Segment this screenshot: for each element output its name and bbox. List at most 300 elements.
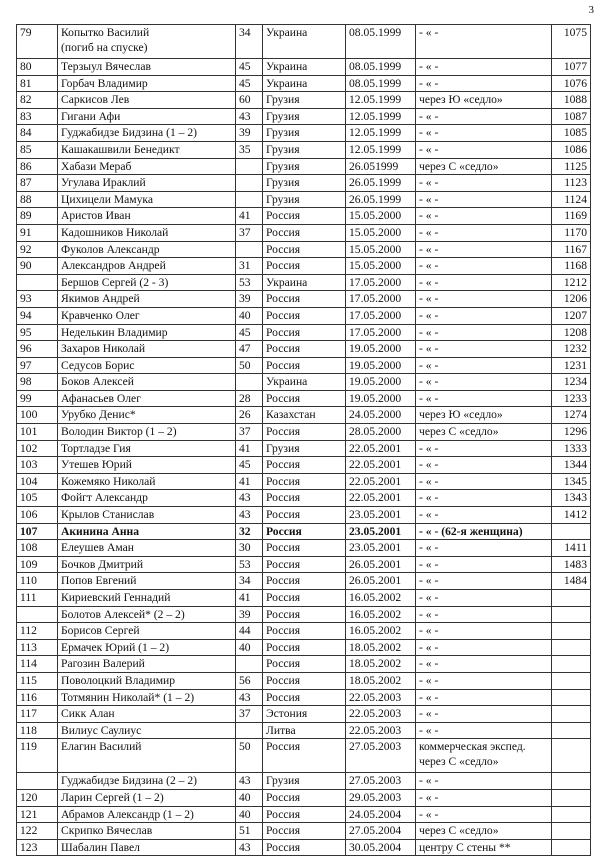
- country-cell: Россия: [263, 540, 346, 557]
- ascent-number-cell: [552, 823, 591, 840]
- row-number-cell: 115: [17, 672, 58, 689]
- table-row: [17, 59, 591, 76]
- row-number-cell: 107: [17, 523, 58, 540]
- country-cell: Грузия: [263, 141, 346, 158]
- route-cell: - « -: [416, 25, 552, 59]
- route-cell: - « -: [416, 59, 552, 76]
- age-cell: 60: [236, 92, 263, 109]
- country-cell: Россия: [263, 689, 346, 706]
- country-cell: Казахстан: [263, 407, 346, 424]
- country-cell: Россия: [263, 390, 346, 407]
- ascent-number-cell: [552, 806, 591, 823]
- name-cell: Горбач Владимир: [58, 75, 236, 92]
- row-number-cell: 114: [17, 656, 58, 673]
- ascent-number-cell: [552, 739, 591, 773]
- ascent-number-cell: 1233: [552, 390, 591, 407]
- page-number: 3: [588, 4, 594, 16]
- date-cell: 26.051999: [346, 158, 416, 175]
- date-cell: 08.05.1999: [346, 25, 416, 59]
- row-number-cell: 92: [17, 241, 58, 258]
- route-cell: - « -: [416, 507, 552, 524]
- ascent-number-cell: [552, 706, 591, 723]
- name-cell: Афанасьев Олег: [58, 390, 236, 407]
- country-cell: Россия: [263, 823, 346, 840]
- table-row: [17, 75, 591, 92]
- date-cell: 17.05.2000: [346, 274, 416, 291]
- country-cell: Украина: [263, 75, 346, 92]
- age-cell: 37: [236, 424, 263, 441]
- route-cell: - « -: [416, 224, 552, 241]
- table-row: [17, 706, 591, 723]
- ascent-number-cell: 1343: [552, 490, 591, 507]
- name-cell: Вилиус Саулиус: [58, 722, 236, 739]
- age-cell: 47: [236, 341, 263, 358]
- row-number-cell: 84: [17, 125, 58, 142]
- ascent-number-cell: 1168: [552, 258, 591, 275]
- ascent-number-cell: [552, 839, 591, 856]
- country-cell: Россия: [263, 656, 346, 673]
- name-cell: Поволоцкий Владимир: [58, 672, 236, 689]
- country-cell: Россия: [263, 424, 346, 441]
- date-cell: 12.05.1999: [346, 125, 416, 142]
- row-number-cell: 83: [17, 108, 58, 125]
- name-cell: Попов Евгений: [58, 573, 236, 590]
- country-cell: Литва: [263, 722, 346, 739]
- ascent-number-cell: 1123: [552, 175, 591, 192]
- age-cell: 43: [236, 490, 263, 507]
- route-cell: - « -: [416, 540, 552, 557]
- row-number-cell: 116: [17, 689, 58, 706]
- name-cell: Седусов Борис: [58, 357, 236, 374]
- country-cell: Россия: [263, 639, 346, 656]
- country-cell: Грузия: [263, 440, 346, 457]
- date-cell: 22.05.2003: [346, 689, 416, 706]
- ascent-number-cell: 1077: [552, 59, 591, 76]
- route-cell: - « - (62-я женщина): [416, 523, 552, 540]
- table-row: [17, 789, 591, 806]
- age-cell: 43: [236, 108, 263, 125]
- name-cell: Акинина Анна: [58, 523, 236, 540]
- date-cell: 08.05.1999: [346, 75, 416, 92]
- row-number-cell: 91: [17, 224, 58, 241]
- ascent-number-cell: 1086: [552, 141, 591, 158]
- route-cell: - « -: [416, 141, 552, 158]
- table-row: [17, 357, 591, 374]
- name-cell: Утешев Юрий: [58, 457, 236, 474]
- name-cell: Якимов Андрей: [58, 291, 236, 308]
- age-cell: 37: [236, 224, 263, 241]
- ascent-number-cell: [552, 789, 591, 806]
- row-number-cell: 110: [17, 573, 58, 590]
- ascent-number-cell: 1212: [552, 274, 591, 291]
- table-row: [17, 556, 591, 573]
- ascent-number-cell: 1345: [552, 473, 591, 490]
- climbers-table: [16, 24, 591, 856]
- name-cell: Ермачек Юрий (1 – 2): [58, 639, 236, 656]
- country-cell: Россия: [263, 291, 346, 308]
- country-cell: Россия: [263, 839, 346, 856]
- route-cell: - « -: [416, 573, 552, 590]
- table-row: [17, 407, 591, 424]
- route-cell: - « -: [416, 706, 552, 723]
- age-cell: 39: [236, 125, 263, 142]
- country-cell: Россия: [263, 208, 346, 225]
- name-cell: Абрамов Александр (1 – 2): [58, 806, 236, 823]
- ascent-number-cell: [552, 656, 591, 673]
- table-row: [17, 722, 591, 739]
- table-row: [17, 823, 591, 840]
- date-cell: 23.05.2001: [346, 540, 416, 557]
- table-row: [17, 473, 591, 490]
- ascent-number-cell: 1088: [552, 92, 591, 109]
- date-cell: 24.05.2000: [346, 407, 416, 424]
- date-cell: 29.05.2003: [346, 789, 416, 806]
- country-cell: Россия: [263, 590, 346, 607]
- table-row: [17, 191, 591, 208]
- row-number-cell: 108: [17, 540, 58, 557]
- name-cell: Боков Алексей: [58, 374, 236, 391]
- ascent-number-cell: [552, 523, 591, 540]
- name-cell: Урубко Денис*: [58, 407, 236, 424]
- date-cell: 18.05.2002: [346, 656, 416, 673]
- table-row: [17, 606, 591, 623]
- table-row: [17, 523, 591, 540]
- row-number-cell: 87: [17, 175, 58, 192]
- table-row: [17, 307, 591, 324]
- row-number-cell: 86: [17, 158, 58, 175]
- route-cell: - « -: [416, 473, 552, 490]
- table-row: [17, 639, 591, 656]
- route-cell: через С «седло»: [416, 823, 552, 840]
- ascent-number-cell: 1231: [552, 357, 591, 374]
- route-cell: - « -: [416, 789, 552, 806]
- ascent-number-cell: 1085: [552, 125, 591, 142]
- age-cell: [236, 175, 263, 192]
- date-cell: 23.05.2001: [346, 523, 416, 540]
- ascent-number-cell: 1333: [552, 440, 591, 457]
- ascent-number-cell: 1344: [552, 457, 591, 474]
- route-cell: - « -: [416, 806, 552, 823]
- route-cell: - « -: [416, 357, 552, 374]
- route-cell: - « -: [416, 556, 552, 573]
- age-cell: 31: [236, 258, 263, 275]
- age-cell: 53: [236, 274, 263, 291]
- table-row: [17, 158, 591, 175]
- table-row: [17, 540, 591, 557]
- age-cell: 43: [236, 839, 263, 856]
- route-cell: через Ю «седло»: [416, 92, 552, 109]
- age-cell: 44: [236, 623, 263, 640]
- date-cell: 16.05.2002: [346, 623, 416, 640]
- date-cell: 27.05.2003: [346, 739, 416, 773]
- ascent-number-cell: 1076: [552, 75, 591, 92]
- row-number-cell: [17, 274, 58, 291]
- country-cell: Украина: [263, 59, 346, 76]
- date-cell: 12.05.1999: [346, 141, 416, 158]
- name-cell: Елеушев Аман: [58, 540, 236, 557]
- age-cell: 53: [236, 556, 263, 573]
- date-cell: 08.05.1999: [346, 59, 416, 76]
- table-row: [17, 672, 591, 689]
- country-cell: Россия: [263, 473, 346, 490]
- date-cell: 30.05.2004: [346, 839, 416, 856]
- row-number-cell: 98: [17, 374, 58, 391]
- route-cell: - « -: [416, 440, 552, 457]
- country-cell: Россия: [263, 457, 346, 474]
- row-number-cell: [17, 606, 58, 623]
- date-cell: 22.05.2001: [346, 490, 416, 507]
- row-number-cell: 100: [17, 407, 58, 424]
- row-number-cell: 123: [17, 839, 58, 856]
- table-row: [17, 390, 591, 407]
- date-cell: 26.05.1999: [346, 191, 416, 208]
- ascent-number-cell: 1169: [552, 208, 591, 225]
- age-cell: [236, 722, 263, 739]
- country-cell: Грузия: [263, 92, 346, 109]
- ascent-number-cell: 1087: [552, 108, 591, 125]
- route-cell: - « -: [416, 125, 552, 142]
- ascent-number-cell: 1483: [552, 556, 591, 573]
- name-cell: Кравченко Олег: [58, 307, 236, 324]
- date-cell: 17.05.2000: [346, 307, 416, 324]
- age-cell: 32: [236, 523, 263, 540]
- route-cell: через С «седло»: [416, 424, 552, 441]
- date-cell: 27.05.2004: [346, 823, 416, 840]
- table-row: [17, 656, 591, 673]
- table-row: [17, 241, 591, 258]
- date-cell: 22.05.2001: [346, 473, 416, 490]
- date-cell: 15.05.2000: [346, 208, 416, 225]
- row-number-cell: 121: [17, 806, 58, 823]
- country-cell: Россия: [263, 324, 346, 341]
- name-cell: Володин Виктор (1 – 2): [58, 424, 236, 441]
- age-cell: 43: [236, 689, 263, 706]
- table-row: [17, 92, 591, 109]
- name-cell: Тортладзе Гия: [58, 440, 236, 457]
- name-cell: Гигани Афи: [58, 108, 236, 125]
- country-cell: Грузия: [263, 125, 346, 142]
- country-cell: Грузия: [263, 158, 346, 175]
- date-cell: 22.05.2001: [346, 457, 416, 474]
- ascent-number-cell: [552, 623, 591, 640]
- country-cell: Грузия: [263, 108, 346, 125]
- name-cell: Елагин Василий: [58, 739, 236, 773]
- age-cell: 40: [236, 307, 263, 324]
- table-row: [17, 108, 591, 125]
- row-number-cell: 80: [17, 59, 58, 76]
- row-number-cell: 106: [17, 507, 58, 524]
- date-cell: 18.05.2002: [346, 639, 416, 656]
- name-cell: Фойгт Александр: [58, 490, 236, 507]
- table-row: [17, 507, 591, 524]
- row-number-cell: 113: [17, 639, 58, 656]
- date-cell: 19.05.2000: [346, 341, 416, 358]
- date-cell: 26.05.2001: [346, 556, 416, 573]
- table-row: [17, 291, 591, 308]
- age-cell: 50: [236, 739, 263, 773]
- date-cell: 18.05.2002: [346, 672, 416, 689]
- country-cell: Грузия: [263, 191, 346, 208]
- age-cell: 26: [236, 407, 263, 424]
- row-number-cell: 81: [17, 75, 58, 92]
- age-cell: 40: [236, 789, 263, 806]
- table-row: [17, 274, 591, 291]
- ascent-number-cell: 1232: [552, 341, 591, 358]
- ascent-number-cell: 1207: [552, 307, 591, 324]
- date-cell: 22.05.2001: [346, 440, 416, 457]
- row-number-cell: 119: [17, 739, 58, 773]
- age-cell: 40: [236, 806, 263, 823]
- name-cell: Кожемяко Николай: [58, 473, 236, 490]
- date-cell: 12.05.1999: [346, 92, 416, 109]
- age-cell: 35: [236, 141, 263, 158]
- ascent-number-cell: [552, 590, 591, 607]
- country-cell: Россия: [263, 789, 346, 806]
- table-row: [17, 623, 591, 640]
- name-cell: Цихицели Мамука: [58, 191, 236, 208]
- name-cell: Сикк Алан: [58, 706, 236, 723]
- table-row: [17, 590, 591, 607]
- ascent-number-cell: 1167: [552, 241, 591, 258]
- table-row: [17, 341, 591, 358]
- route-cell: - « -: [416, 623, 552, 640]
- age-cell: 41: [236, 208, 263, 225]
- row-number-cell: 101: [17, 424, 58, 441]
- age-cell: 50: [236, 357, 263, 374]
- name-cell: Кириевский Геннадий: [58, 590, 236, 607]
- ascent-number-cell: 1170: [552, 224, 591, 241]
- age-cell: 56: [236, 672, 263, 689]
- table-row: [17, 440, 591, 457]
- row-number-cell: 118: [17, 722, 58, 739]
- table-row: [17, 457, 591, 474]
- row-number-cell: 117: [17, 706, 58, 723]
- row-number-cell: 111: [17, 590, 58, 607]
- row-number-cell: 96: [17, 341, 58, 358]
- ascent-number-cell: 1412: [552, 507, 591, 524]
- row-number-cell: 82: [17, 92, 58, 109]
- name-cell: Ларин Сергей (1 – 2): [58, 789, 236, 806]
- country-cell: Украина: [263, 274, 346, 291]
- age-cell: 45: [236, 59, 263, 76]
- date-cell: 19.05.2000: [346, 374, 416, 391]
- row-number-cell: 99: [17, 390, 58, 407]
- name-cell: Фуколов Александр: [58, 241, 236, 258]
- name-cell: Кадошников Николай: [58, 224, 236, 241]
- table-row: [17, 25, 591, 59]
- country-cell: Россия: [263, 739, 346, 773]
- row-number-cell: 109: [17, 556, 58, 573]
- route-cell: - « -: [416, 490, 552, 507]
- ascent-number-cell: 1411: [552, 540, 591, 557]
- country-cell: Россия: [263, 556, 346, 573]
- route-cell: - « -: [416, 374, 552, 391]
- route-cell: - « -: [416, 722, 552, 739]
- table-row: [17, 839, 591, 856]
- route-cell: - « -: [416, 208, 552, 225]
- age-cell: 30: [236, 540, 263, 557]
- date-cell: 17.05.2000: [346, 324, 416, 341]
- table-row: [17, 374, 591, 391]
- name-cell: Хабази Мераб: [58, 158, 236, 175]
- ascent-number-cell: 1484: [552, 573, 591, 590]
- age-cell: [236, 656, 263, 673]
- row-number-cell: 79: [17, 25, 58, 59]
- row-number-cell: 85: [17, 141, 58, 158]
- table-row: [17, 224, 591, 241]
- row-number-cell: 89: [17, 208, 58, 225]
- country-cell: Россия: [263, 490, 346, 507]
- date-cell: 27.05.2003: [346, 773, 416, 790]
- route-cell: - « -: [416, 324, 552, 341]
- date-cell: 15.05.2000: [346, 224, 416, 241]
- route-cell: - « -: [416, 291, 552, 308]
- name-cell: Рагозин Валерий: [58, 656, 236, 673]
- country-cell: Украина: [263, 374, 346, 391]
- date-cell: 19.05.2000: [346, 390, 416, 407]
- table-row: [17, 175, 591, 192]
- date-cell: 23.05.2001: [346, 507, 416, 524]
- age-cell: 45: [236, 324, 263, 341]
- table-row: [17, 490, 591, 507]
- table-row: [17, 324, 591, 341]
- age-cell: 28: [236, 390, 263, 407]
- age-cell: [236, 191, 263, 208]
- date-cell: 15.05.2000: [346, 258, 416, 275]
- route-cell: - « -: [416, 191, 552, 208]
- date-cell: 22.05.2003: [346, 706, 416, 723]
- name-cell: Саркисов Лев: [58, 92, 236, 109]
- ascent-number-cell: 1206: [552, 291, 591, 308]
- ascent-number-cell: [552, 689, 591, 706]
- row-number-cell: [17, 773, 58, 790]
- row-number-cell: 103: [17, 457, 58, 474]
- age-cell: 41: [236, 440, 263, 457]
- country-cell: Россия: [263, 341, 346, 358]
- route-cell: - « -: [416, 307, 552, 324]
- date-cell: 26.05.1999: [346, 175, 416, 192]
- age-cell: 43: [236, 507, 263, 524]
- table-row: [17, 125, 591, 142]
- row-number-cell: 88: [17, 191, 58, 208]
- route-cell: - « -: [416, 773, 552, 790]
- route-cell: - « -: [416, 656, 552, 673]
- country-cell: Россия: [263, 224, 346, 241]
- table-body: [17, 25, 591, 856]
- date-cell: 28.05.2000: [346, 424, 416, 441]
- age-cell: 43: [236, 773, 263, 790]
- name-cell: Бершов Сергей (2 - 3): [58, 274, 236, 291]
- ascent-number-cell: 1075: [552, 25, 591, 59]
- route-cell: центру С стены **: [416, 839, 552, 856]
- age-cell: [236, 241, 263, 258]
- age-cell: 51: [236, 823, 263, 840]
- ascent-number-cell: [552, 672, 591, 689]
- ascent-number-cell: [552, 606, 591, 623]
- route-cell: - « -: [416, 590, 552, 607]
- ascent-number-cell: [552, 773, 591, 790]
- name-cell: Терзыул Вячеслав: [58, 59, 236, 76]
- route-cell: - « -: [416, 672, 552, 689]
- table-row: [17, 689, 591, 706]
- table-row: [17, 424, 591, 441]
- country-cell: Россия: [263, 357, 346, 374]
- row-number-cell: 120: [17, 789, 58, 806]
- country-cell: Грузия: [263, 773, 346, 790]
- age-cell: 34: [236, 573, 263, 590]
- age-cell: 45: [236, 75, 263, 92]
- row-number-cell: 112: [17, 623, 58, 640]
